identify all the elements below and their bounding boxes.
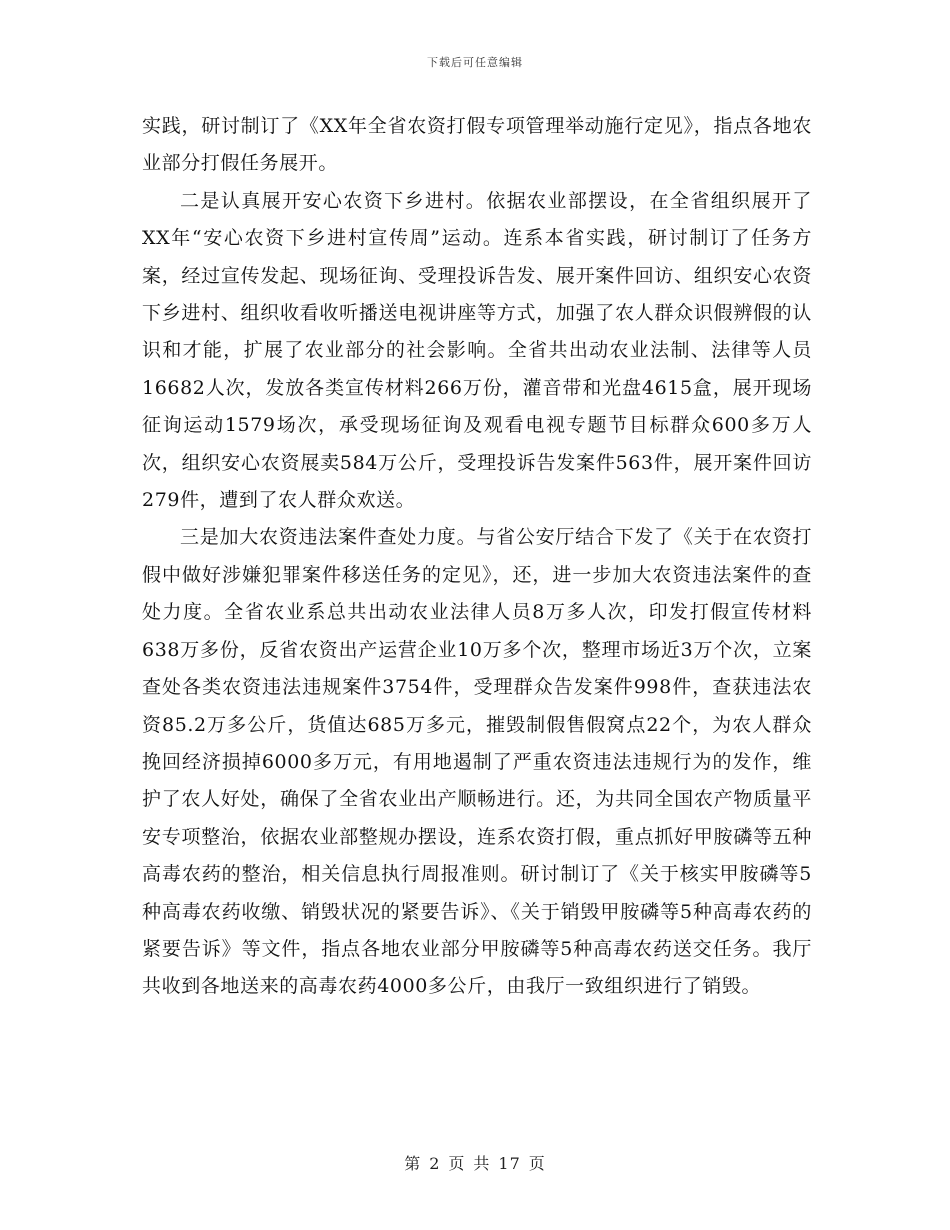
document-body (142, 108, 812, 1006)
footer-current-page: 2 (429, 1154, 441, 1173)
page-footer (0, 1151, 950, 1174)
footer-label-total: 共 (473, 1154, 491, 1173)
paragraph-2: 二是认真展开安心农资下乡进村。依据农业部摆设，在全省组织展开了XX年“安心农资下乡进村宣传周”运动。连系本省实践，研讨制订了任务方案，经过宣传发起、现场征询、受理投诉告发、展开案件回访、组织安心农资下乡进村、组织收看收听播送电视讲座等方式，加强了农人群众识假辨假的认识和才能，扩展了农业部分的社会影响。全省共出动农业法制、法律等人员16682人次，发放各类宣传材料266万份，灌音带和光盘4615盒，展开现场征询运动1579场次，承受现场征询及观看电视专题节目标群众600多万人次，组织安心农资展卖584万公斤，受理投诉告发案件563件，展开案件回访279件，遭到了农人群众欢送。 (142, 189, 812, 512)
footer-total-pages: 17 (498, 1154, 521, 1173)
footer-label-ye: 页 (448, 1154, 466, 1173)
paragraph-1: 实践，研讨制订了《XX年全省农资打假专项管理举动施行定见》，指点各地农业部分打假任务展开。 (142, 115, 812, 175)
page-header: 下载后可任意编辑 (427, 56, 523, 69)
footer-label-page: 第 (404, 1154, 422, 1173)
paragraph-3: 三是加大农资违法案件查处力度。与省公安厅结合下发了《关于在农资打假中做好涉嫌犯罪案件移送任务的定见》，还，进一步加大农资违法案件的查处力度。全省农业系总共出动农业法律人员8万多人次，印发打假宣传材料638万多份，反省农资出产运营企业10万多个次，整理市场近3万个次，立案查处各类农资违法违规案件3754件，受理群众告发案件998件，查获违法农资85.2万多公斤，货值达685万多元，摧毁制假售假窝点22个，为农人群众挽回经济损掉6000多万元，有用地遏制了严重农资违法违规行为的发作，维护了农人好处，确保了全省农业出产顺畅进行。还，为共同全国农产物质量平安专项整治，依据农业部整规办摆设，连系农资打假，重点抓好甲胺磷等五种高毒农药的整治，相关信息执行周报准则。研讨制订了《关于核实甲胺磷等5种高毒农药收缴、销毁状况的紧要告诉》、《关于销毁甲胺磷等5种高毒农药的紧要告诉》等文件，指点各地农业部分甲胺磷等5种高毒农药送交任务。我厅共收到各地送来的高毒农药4000多公斤，由我厅一致组织进行了销毁。 (142, 526, 812, 998)
footer-label-ye2: 页 (528, 1154, 546, 1173)
